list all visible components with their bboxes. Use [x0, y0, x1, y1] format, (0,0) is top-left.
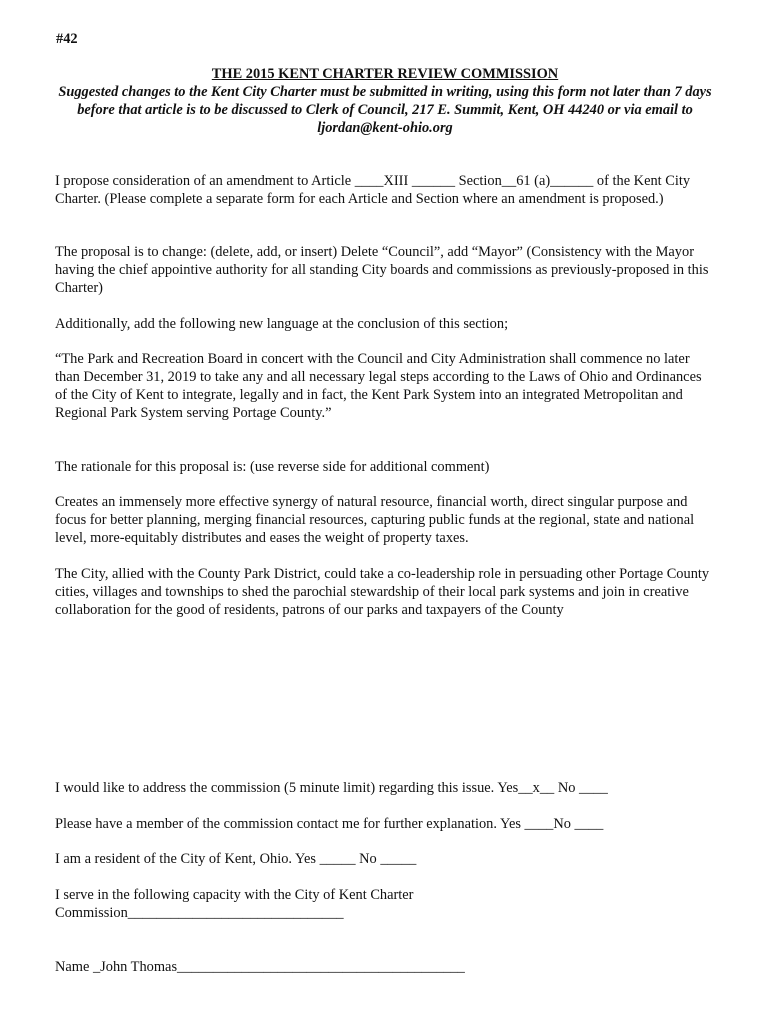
rationale-paragraph-1: Creates an immensely more effective synergy of natural resource, financial worth, direct singular purpose and focus for better planning, merging financial resources, capturing public funds at the regional, state and national level, more-equitably distributes and eases the weight of property taxes.: [55, 494, 695, 546]
capacity-statement: [55, 886, 710, 922]
capacity-line-1: I serve in the following capacity with the City of Kent Charter: [55, 887, 414, 903]
rationale-paragraph-2: The City, allied with the County Park District, could take a co-leadership role in persuading other Portage County cities, villages and townships to shed the parochial stewardship of their local park systems and join in creative collaboration for the good of residents, patrons of our parks and taxpayers of the County: [55, 566, 710, 618]
proposal-change: The proposal is to change: (delete, add, or insert) Delete “Council”, add “Mayor” (Consistency with the Mayor having the chief appointive authority for all standing City boards and commissions as previously-proposed in this Charter): [55, 244, 709, 296]
contact-request-question: Please have a member of the commission contact me for further explanation. Yes ____No ____: [55, 816, 604, 832]
additional-language-quote: “The Park and Recreation Board in concert with the Council and City Administration shall commence no later than December 31, 2019 to take any and all necessary legal steps according to the Laws of Ohio and Ordinances of the City of Kent to integrate, legally and in fact, the Kent Park System into an integrated Metropolitan and Regional Park System serving Portage County.”: [55, 351, 702, 421]
form-number: #42: [56, 31, 78, 47]
form-header: [40, 65, 730, 137]
additional-language-intro: Additionally, add the following new language at the conclusion of this section;: [55, 316, 509, 332]
proposal-intro: I propose consideration of an amendment to Article ____XIII ______ Section__61 (a)______ of the Kent City Charter. (Please complete a separate form for each Article and Section where an amendment is proposed.): [55, 173, 691, 207]
address-commission-question: I would like to address the commission (5 minute limit) regarding this issue. Yes__x__ No ____: [55, 780, 608, 796]
capacity-line-2: Commission______________________________: [55, 905, 344, 921]
submission-instructions: Suggested changes to the Kent City Charter must be submitted in writing, using this form not later than 7 days before that article is to be discussed to Clerk of Council, 217 E. Summit, Kent, OH 44240 or via email to ljordan@kent-ohio.org: [58, 84, 712, 136]
rationale-intro: The rationale for this proposal is: (use reverse side for additional comment): [55, 459, 490, 475]
resident-question: I am a resident of the City of Kent, Ohio. Yes _____ No _____: [55, 851, 417, 867]
form-title: THE 2015 KENT CHARTER REVIEW COMMISSION: [211, 66, 559, 82]
name-line: Name _John Thomas________________________________________: [55, 959, 465, 975]
